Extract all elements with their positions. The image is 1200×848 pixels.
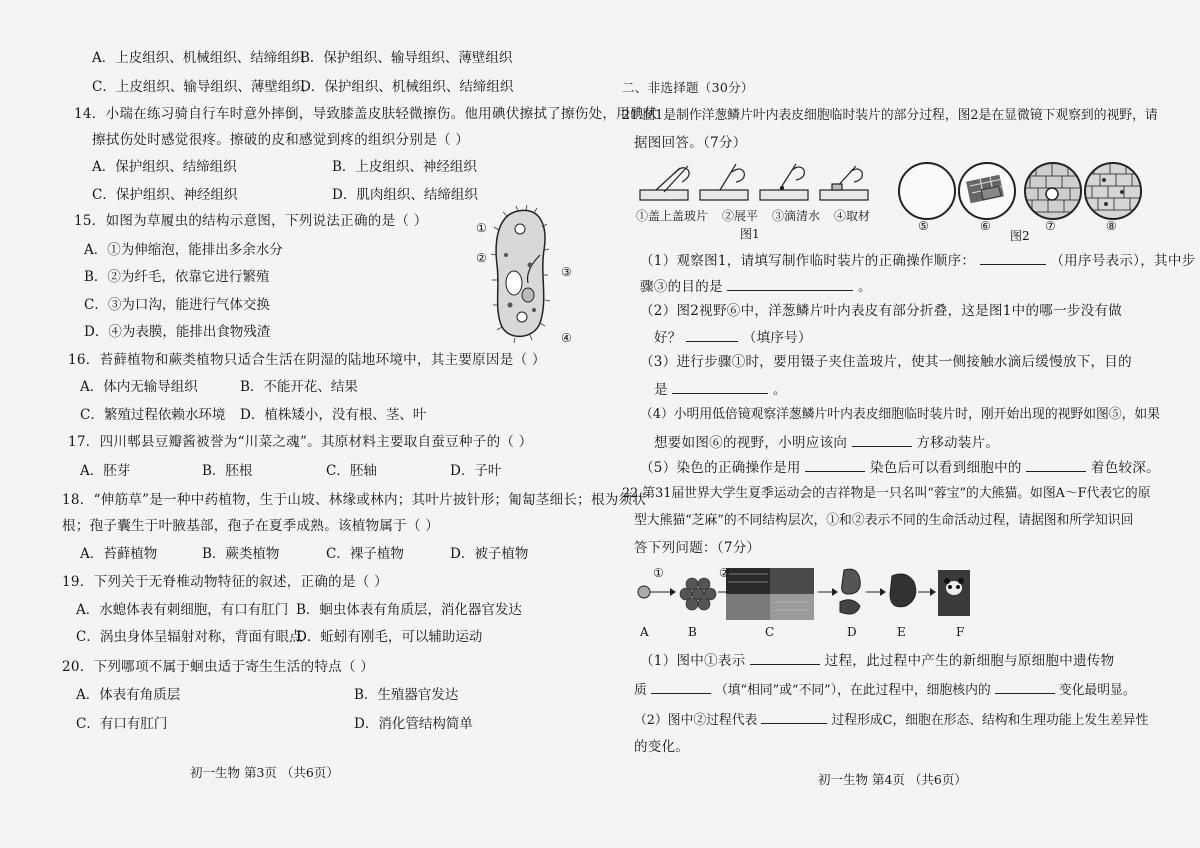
slide-steps-drawing: [636, 160, 876, 208]
q22-sub2-line1: [634, 709, 1148, 731]
q14-option-a: A．保护组织、结缔组织: [92, 159, 237, 175]
q21-sub3-text-b: 是: [654, 382, 668, 398]
q22-stem-line2: 型大熊猫“芝麻”的不同结构层次，①和②表示不同的生命活动过程，请据图和所学知识回: [634, 513, 1134, 528]
q20-option-d: D．消化管结构简单: [354, 716, 473, 732]
q17-option-b: B．胚根: [202, 463, 253, 479]
q15-stem: 15．如图为草履虫的结构示意图，下列说法正确的是（ ）: [74, 213, 428, 229]
q14-option-b: B．上皮组织、神经组织: [332, 159, 477, 175]
q21-sub1-line2: [640, 276, 872, 297]
q19-option-c: C．涡虫身体呈辐射对称，背面有眼点: [76, 629, 303, 645]
q22-sub2-blank[interactable]: [761, 709, 827, 724]
structure-levels-drawing: [634, 562, 974, 624]
q15-option-d: D．④为表膜，能排出食物残渣: [84, 324, 271, 340]
view-7-drawing: [1026, 164, 1080, 218]
view-6-circle: [958, 162, 1016, 220]
q18-option-d: D．被子植物: [450, 546, 529, 562]
q21-stem-line2: 据图回答。（7分）: [634, 135, 747, 151]
figure-1-step-1: ①盖上盖玻片: [636, 209, 709, 223]
q22-sub1-text-c: 质: [634, 683, 647, 698]
q18-option-a: A．苔藓植物: [80, 546, 158, 562]
q21-sub5-blank-1[interactable]: [805, 457, 865, 472]
level-d-label: D: [847, 625, 857, 639]
structure-levels-figure: [634, 562, 974, 624]
paramecium-label-4: ④: [561, 331, 572, 345]
q18-option-b: B．蕨类植物: [202, 546, 280, 562]
q14-option-c: C．保护组织、神经组织: [92, 187, 238, 203]
q16-option-b: B．不能开花、结果: [240, 379, 358, 395]
view-5-label: ⑤: [918, 219, 929, 233]
view-5-circle: [898, 162, 956, 220]
q17-option-d: D．子叶: [450, 463, 502, 479]
process-2-label: ②: [719, 566, 730, 580]
q21-sub1-text-c: 骤③的目的是: [640, 279, 723, 295]
q22-sub2-text-b: 过程形成C，细胞在形态、结构和生理功能上发生差异性: [831, 713, 1149, 728]
paramecium-label-1: ①: [476, 221, 487, 235]
q17-stem: 17．四川郫县豆瓣酱被誉为“川菜之魂”。其原材料主要取自蚕豆种子的（ ）: [68, 434, 533, 450]
q21-sub1-blank-order[interactable]: [980, 250, 1046, 265]
q13-option-d: D．保护组织、机械组织、结缔组织: [300, 79, 514, 95]
q22-sub1-blank-change[interactable]: [995, 679, 1055, 694]
q21-sub4-line1: （4）小明用低倍镜观察洋葱鳞片叶内表皮细胞临时装片时，刚开始出现的视野如图⑤，如果: [640, 407, 1161, 422]
view-7-circle: [1024, 162, 1082, 220]
q21-sub2-line1: （2）图2视野⑥中，洋葱鳞片叶内表皮有部分折叠，这是图1中的哪一步没有做: [640, 303, 1123, 319]
level-b-label: B: [688, 625, 697, 639]
q21-sub5-text-a: （5）染色的正确操作是用: [640, 460, 801, 476]
figure-2-caption: 图2: [1010, 229, 1030, 243]
view-6-label: ⑥: [980, 219, 991, 233]
q13-option-a: A．上皮组织、机械组织、结缔组织: [92, 50, 305, 66]
q21-sub3-line2: [654, 379, 787, 400]
q21-sub4-blank[interactable]: [852, 432, 912, 447]
q21-sub2-blank[interactable]: [686, 327, 738, 342]
q16-stem: 16．苔藓植物和蕨类植物只适合生活在阴湿的陆地环境中，其主要原因是（ ）: [68, 352, 546, 368]
q13-option-b: B．保护组织、输导组织、薄壁组织: [300, 50, 513, 66]
q20-option-c: C．有口有肛门: [76, 716, 168, 732]
q22-sub1-line1: [640, 650, 1115, 671]
level-c-label: C: [765, 625, 775, 639]
q21-sub3-blank[interactable]: [672, 379, 768, 394]
q20-option-a: A．体表有角质层: [76, 687, 181, 703]
q21-sub5-text-c: 着色较深。: [1090, 460, 1160, 476]
q22-sub1-text-b: 过程，此过程中产生的新细胞与原细胞中遗传物: [824, 653, 1115, 669]
q17-option-c: C．胚轴: [326, 463, 377, 479]
q21-sub2-line2: [654, 327, 812, 348]
view-8-drawing: [1086, 164, 1140, 218]
q21-sub4-text-c: 方移动装片。: [916, 435, 1000, 451]
q14-stem-line2: 擦拭伤处时感觉很疼。擦破的皮和感觉到疼的组织分别是（ ）: [92, 132, 470, 148]
q13-option-c: C．上皮组织、输导组织、薄壁组织: [92, 79, 305, 95]
q19-option-b: B．蛔虫体表有角质层，消化器官发达: [296, 602, 522, 618]
view-6-drawing: [960, 164, 1014, 218]
level-e-label: E: [897, 625, 906, 639]
view-8-label: ⑧: [1106, 219, 1117, 233]
q21-sub1-text-a: （1）观察图1，请填写制作临时装片的正确操作顺序：: [640, 253, 976, 269]
level-f-label: F: [956, 625, 965, 639]
q22-sub1-blank-process[interactable]: [750, 650, 820, 665]
q22-stem-line3: 答下列问题：（7分）: [634, 540, 761, 556]
view-7-label: ⑦: [1045, 219, 1056, 233]
q20-option-b: B．生殖器官发达: [354, 687, 459, 703]
figure-1-step-4: ④取材: [834, 209, 871, 223]
level-a-label: A: [640, 625, 649, 639]
q21-sub2-text-c: （填序号）: [742, 330, 812, 346]
view-8-circle: [1084, 162, 1142, 220]
q16-option-c: C．繁殖过程依赖水环境: [80, 407, 226, 423]
q21-sub1-blank-purpose[interactable]: [727, 276, 853, 291]
q22-stem-line1: 22.第31届世界大学生夏季运动会的吉祥物是一只名叫“蓉宝”的大熊猫。如图A～F代表它的原: [622, 486, 1151, 501]
q21-sub1-text-b: （用序号表示），其中步: [1050, 253, 1196, 269]
q21-sub4-line2: [654, 432, 999, 453]
process-1-label: ①: [653, 566, 664, 580]
figure-1-step-3: ③滴清水: [772, 209, 821, 223]
q21-stem-line1: 21.图1是制作洋葱鳞片叶内表皮细胞临时装片的部分过程，图2是在显微镜下观察到的视野，请: [622, 108, 1158, 123]
q21-sub1-line1: [640, 250, 1195, 271]
q18-stem-line1: 18．“伸筋草”是一种中药植物，生于山坡、林缘或林内；其叶片披针形；匍匐茎细长；根为须状: [62, 492, 647, 508]
section-title: 二、非选择题（30分）: [622, 80, 754, 95]
page-3-footer: 初一生物 第3页 （共6页）: [190, 765, 339, 780]
q18-stem-line2: 根；孢子囊生于叶腋基部，孢子在夏季成熟。该植物属于（ ）: [62, 518, 440, 534]
q15-option-a: A．①为伸缩泡，能排出多余水分: [84, 242, 283, 258]
q21-sub5-blank-2[interactable]: [1026, 457, 1086, 472]
q19-option-a: A．水螅体表有刺细胞，有口有肛门: [76, 602, 289, 618]
q22-sub2-text-a: （2）图中②过程代表: [634, 713, 758, 728]
q22-sub2-line2: 的变化。: [634, 739, 690, 755]
q21-sub3-period: 。: [773, 382, 787, 398]
q21-sub2-text-b: 好？: [654, 330, 682, 346]
q19-stem: 19．下列关于无脊椎动物特征的叙述，正确的是（ ）: [62, 574, 388, 590]
q14-option-d: D．肌肉组织、结缔组织: [332, 187, 478, 203]
q19-option-d: D．蚯蚓有刚毛，可以辅助运动: [296, 629, 483, 645]
figure-1-steps: [636, 160, 876, 208]
q21-sub5-line: [640, 457, 1160, 478]
q16-option-d: D．植株矮小，没有根、茎、叶: [240, 407, 427, 423]
figure-1-caption: 图1: [740, 227, 760, 241]
q22-sub1-text-e: 变化最明显。: [1058, 683, 1136, 698]
q17-option-a: A．胚芽: [80, 463, 131, 479]
q18-option-c: C．裸子植物: [326, 546, 404, 562]
q22-sub1-line2: [634, 679, 1136, 701]
q21-sub1-period: 。: [858, 279, 872, 295]
q15-option-b: B．②为纤毛，依靠它进行繁殖: [84, 269, 270, 285]
q22-sub1-text-a: （1）图中①表示: [640, 653, 746, 669]
page-4-footer: 初一生物 第4页 （共6页）: [818, 772, 967, 787]
page-4: [600, 0, 1200, 848]
q21-sub5-text-b: 染色后可以看到细胞中的: [869, 460, 1022, 476]
figure-1-step-2: ②展平: [722, 209, 759, 223]
paramecium-label-3: ③: [561, 265, 572, 279]
q16-option-a: A．体内无输导组织: [80, 379, 198, 395]
q22-sub1-blank-same[interactable]: [651, 679, 711, 694]
q14-stem-line1: 14．小瑞在练习骑自行车时意外摔倒，导致膝盖皮肤轻微擦伤。他用碘伏擦拭了擦伤处，用碘伏: [74, 106, 658, 122]
q15-option-c: C．③为口沟，能进行气体交换: [84, 297, 270, 313]
q21-sub3-line1: （3）进行步骤①时，要用镊子夹住盖玻片，使其一侧接触水滴后缓慢放下，目的: [640, 354, 1132, 370]
paramecium-label-2: ②: [476, 251, 487, 265]
q21-sub4-text-b: 想要如图⑥的视野，小明应该向: [654, 435, 848, 451]
q20-stem: 20．下列哪项不属于蛔虫适于寄生生活的特点（ ）: [62, 659, 375, 675]
q22-sub1-text-d: （填“相同”或“不同”），在此过程中，细胞核内的: [714, 683, 991, 698]
